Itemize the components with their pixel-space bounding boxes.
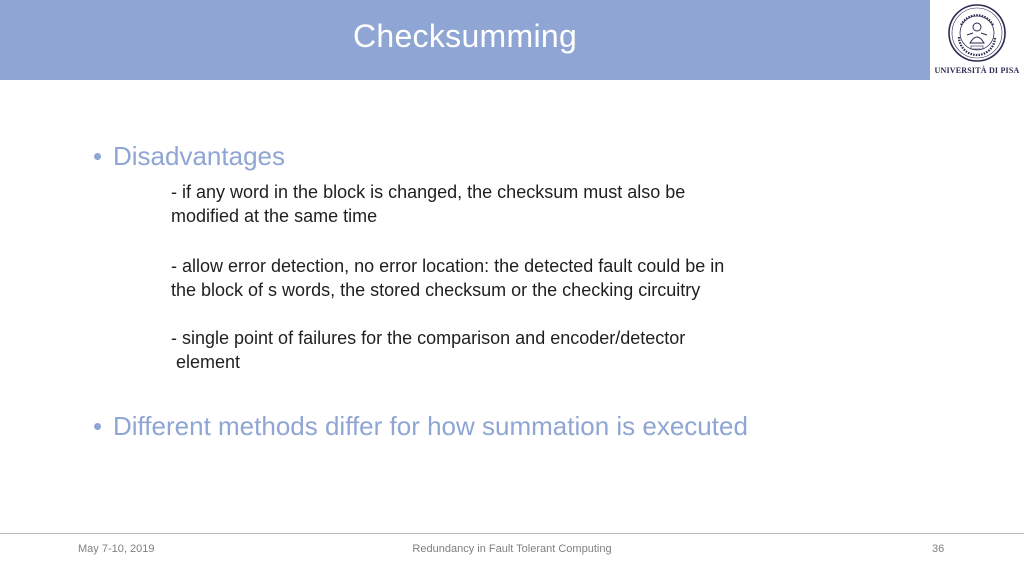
footer-title: Redundancy in Fault Tolerant Computing — [412, 543, 612, 555]
disadvantage-item — [171, 180, 811, 228]
footer-date: May 7-10, 2019 — [78, 543, 155, 555]
disadvantage-item — [171, 254, 811, 302]
item-line: the block of s words, the stored checksum or the checking circuitry — [171, 280, 701, 300]
bullet-different-methods — [93, 411, 748, 441]
logo-caption: UNIVERSITÀ DI PISA — [934, 66, 1020, 75]
bullet-label: Disadvantages — [113, 141, 285, 171]
slide-title: Checksumming — [352, 18, 578, 54]
item-line: modified at the same time — [171, 206, 378, 226]
bullet-dot: • — [93, 141, 103, 171]
bullet-dot: • — [93, 411, 103, 441]
item-line: - if any word in the block is changed, the checksum must also be — [171, 182, 686, 202]
bullet-disadvantages — [93, 141, 285, 171]
item-line: - allow error detection, no error location: the detected fault could be in — [171, 256, 725, 276]
item-line: element — [171, 352, 241, 372]
footer-divider — [0, 533, 1024, 534]
disadvantage-item — [171, 326, 811, 374]
item-line: - single point of failures for the comparison and encoder/detector — [171, 328, 686, 348]
page-number: 36 — [932, 543, 945, 555]
bullet-label: Different methods differ for how summation is executed — [113, 411, 748, 441]
